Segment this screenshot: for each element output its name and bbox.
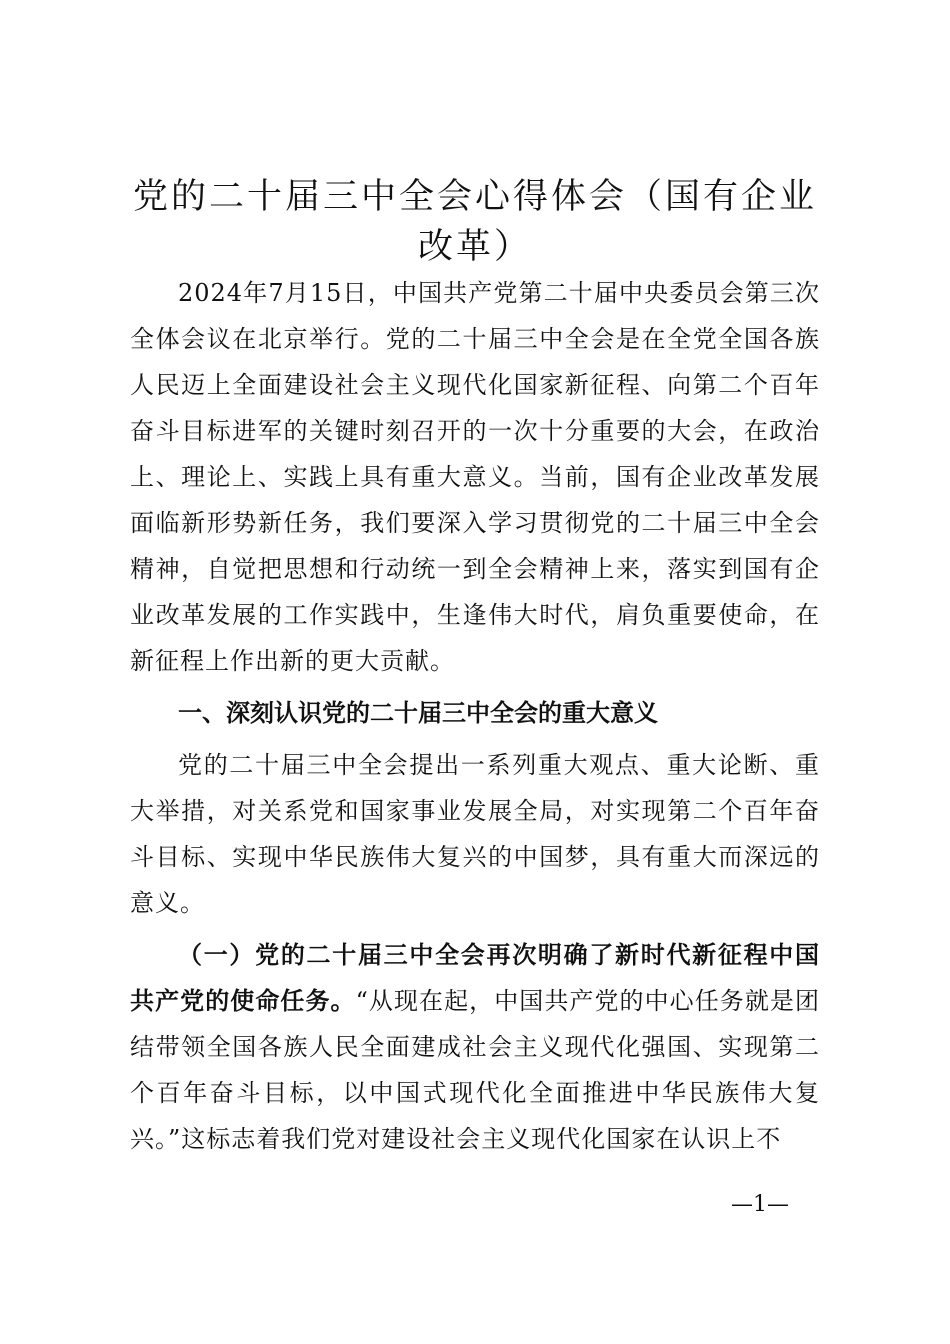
- section-paragraph: 党的二十届三中全会提出一系列重大观点、重大论断、重大举措，对关系党和国家事业发展全局，对实现第二个百年奋斗目标、实现中华民族伟大复兴的中国梦，具有重大而深远的意义。: [130, 751, 820, 917]
- intro-paragraph: 2024年7月15日，中国共产党第二十届中央委员会第三次全体会议在北京举行。党的二十届三中全会是在全党全国各族人民迈上全面建设社会主义现代化国家新征程、向第二个百年奋斗目标进军的关键时刻召开的一次十分重要的大会，在政治上、理论上、实践上具有重大意义。当前，国有企业改革发展面临新形势新任务，我们要深入学习贯彻党的二十届三中全会精神，自觉把思想和行动统一到全会精神上来，落实到国有企业改革发展的工作实践中，生逢伟大时代，肩负重要使命，在新征程上作出新的更大贡献。: [130, 279, 820, 675]
- page-number: —1—: [731, 1192, 789, 1217]
- document-body: [130, 270, 820, 1162]
- section-heading: 一、深刻认识党的二十届三中全会的重大意义: [178, 699, 658, 727]
- document-title: 党的二十届三中全会心得体会（国有企业改革）: [132, 177, 817, 267]
- subsection-paragraph: [130, 932, 820, 1162]
- subsection-text: “从现在起，中国共产党的中心任务就是团结带领全国各族人民全面建成社会主义现代化强国、实现第二个百年奋斗目标，以中国式现代化全面推进中华民族伟大复兴。”这标志着我们党对建设社会主义现代化国家在认识上不: [130, 987, 820, 1153]
- subsection-lead: （一）党的二十届三中全会再次明确了新时代新征程中国共产党的使命任务。: [130, 940, 820, 1015]
